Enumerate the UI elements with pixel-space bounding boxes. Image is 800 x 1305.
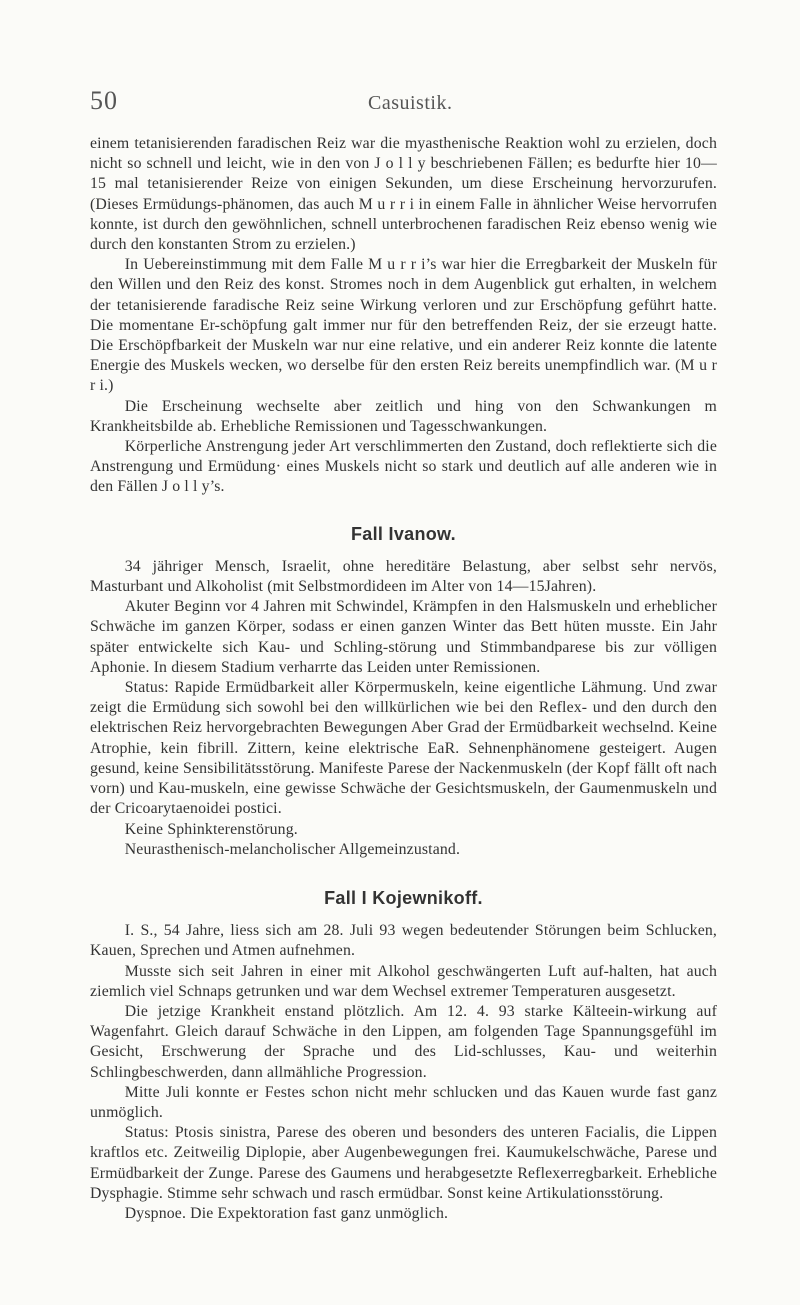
paragraph: Keine Sphinkterenstörung.	[124, 820, 298, 838]
page-body	[90, 134, 717, 1224]
page-number: 50	[90, 86, 118, 115]
paragraph: Die jetzige Krankheit enstand plötzlich. Am 12. 4. 93 starke Kälteein-wirkung auf Wagenfahrt. Gleich darauf Schwäche in den Lippen, am folgenden Tage Spannungsgefühl im Gesicht, Erschwerung der Sprache und des Lid-schlusses, Kau- und weiterhin Schlingbeschwerden, dann allmähliche Progression.	[90, 1002, 717, 1081]
paragraph: 34 jähriger Mensch, Israelit, ohne hereditäre Belastung, aber selbst sehr nervös, Masturbant und Alkoholist (mit Selbstmordideen im Alter von 14—15Jahren).	[90, 557, 717, 596]
paragraph: Mitte Juli konnte er Festes schon nicht mehr schlucken und das Kauen wurde fast ganz unmöglich.	[90, 1083, 717, 1121]
paragraph: einem tetanisierenden faradischen Reiz war die myasthenische Reaktion wohl zu erzielen, doch nicht so schnell und leicht, wie in den von J o l l y beschriebenen Fällen; es bedurfte hier 10—15 mal tetanisierender Reize von einigen Sekunden, um diese Erscheinung hervorzurufen. (Dieses Ermüdungs-phänomen, das auch M u r r i in einem Falle in ähnlicher Weise hervorrufen konnte, ist durch den gewöhnlichen, schnell unterbrochenen faradischen Reiz ebenso wenig wie durch den konstanten Strom zu erzielen.)	[90, 135, 717, 254]
paragraph: I. S., 54 Jahre, liess sich am 28. Juli 93 wegen bedeutender Störungen beim Schlucken, Kauen, Sprechen und Atmen aufnehmen.	[90, 922, 717, 960]
section-heading-kojewnikoff: Fall I Kojewnikoff.	[324, 887, 483, 908]
paragraph: Dyspnoe. Die Expektoration fast ganz unmöglich.	[124, 1204, 449, 1222]
section-heading-ivanow: Fall Ivanow.	[351, 523, 456, 544]
paragraph: Körperliche Anstrengung jeder Art verschlimmerten den Zustand, doch reflektierte sich die Anstrengung und Ermüdung· eines Muskels nicht so stark und deutlich auf alle anderen wie in den Fällen J o l l y’s.	[90, 438, 717, 496]
paragraph: Die Erscheinung wechselte aber zeitlich und hing von den Schwankungen m Krankheitsbilde ab. Erhebliche Remissionen und Tagesschwankungen.	[90, 397, 717, 435]
paragraph: In Uebereinstimmung mit dem Falle M u r r i’s war hier die Erregbarkeit der Muskeln für den Willen und den Reiz des konst. Stromes noch in dem Augenblick gut erhalten, in welchem der tetanisierende faradische Reiz seine Wirkung verloren und zur Erschöpfung geführt hatte. Die momentane Er-schöpfung galt immer nur für den betreffenden Reiz, der sie erzeugt hatte. Die Erschöpfbarkeit der Muskeln war nur eine relative, und ein anderer Reiz konnte die latente Energie des Muskels wecken, wo derselbe für den ersten Reiz bereits unempfindlich war. (M u r r i.)	[90, 256, 717, 395]
running-head: Casuistik.	[368, 92, 453, 114]
paragraph: Status: Ptosis sinistra, Parese des oberen und besonders des unteren Facialis, die Lippen kraftlos etc. Zeitweilig Diplopie, aber Augenbewegungen frei. Kaumukelschwäche, Parese und Ermüdbarkeit der Zunge. Parese des Gaumens und herabgesetzte Reflexerregbarkeit. Erhebliche Dysphagie. Stimme sehr schwach und rasch ermüdbar. Sonst keine Artikulationsstörung.	[90, 1124, 717, 1202]
paragraph: Status: Rapide Ermüdbarkeit aller Körpermuskeln, keine eigentliche Lähmung. Und zwar zeigt die Ermüdung sich sowohl bei den willkürlichen wie bei den Reflex- und den durch den elektrischen Reiz hervorgebrachten Bewegungen Aber Grad der Ermüdbarkeit wechselnd. Keine Atrophie, kein fibrill. Zittern, keine elektrische EaR. Sehnenphänomene gesteigert. Augen gesund, keine Sensibilitätsstörung. Manifeste Parese der Nackenmuskeln (der Kopf fällt oft nach vorn) und Kau-muskeln, eine gewisse Schwäche der Gesichtsmuskeln, der Gaumenmuskeln und der Cricoarytaenoidei postici.	[90, 679, 717, 818]
paragraph: Musste sich seit Jahren in einer mit Alkohol geschwängerten Luft auf-halten, hat auch ziemlich viel Schnaps getrunken und war dem Wechsel extremer Temperaturen ausgesetzt.	[90, 962, 717, 1000]
paragraph: Neurasthenisch-melancholischer Allgemeinzustand.	[124, 840, 461, 858]
paragraph: Akuter Beginn vor 4 Jahren mit Schwindel, Krämpfen in den Halsmuskeln und erheblicher Schwäche im ganzen Körper, sodass er einen ganzen Winter das Bett hüten musste. Ein Jahr später entwickelte sich Kau- und Schling-störung und Stimmbandparese bis zur völligen Aphonie. In diesem Stadium verharrte das Leiden unter Remissionen.	[90, 598, 717, 676]
